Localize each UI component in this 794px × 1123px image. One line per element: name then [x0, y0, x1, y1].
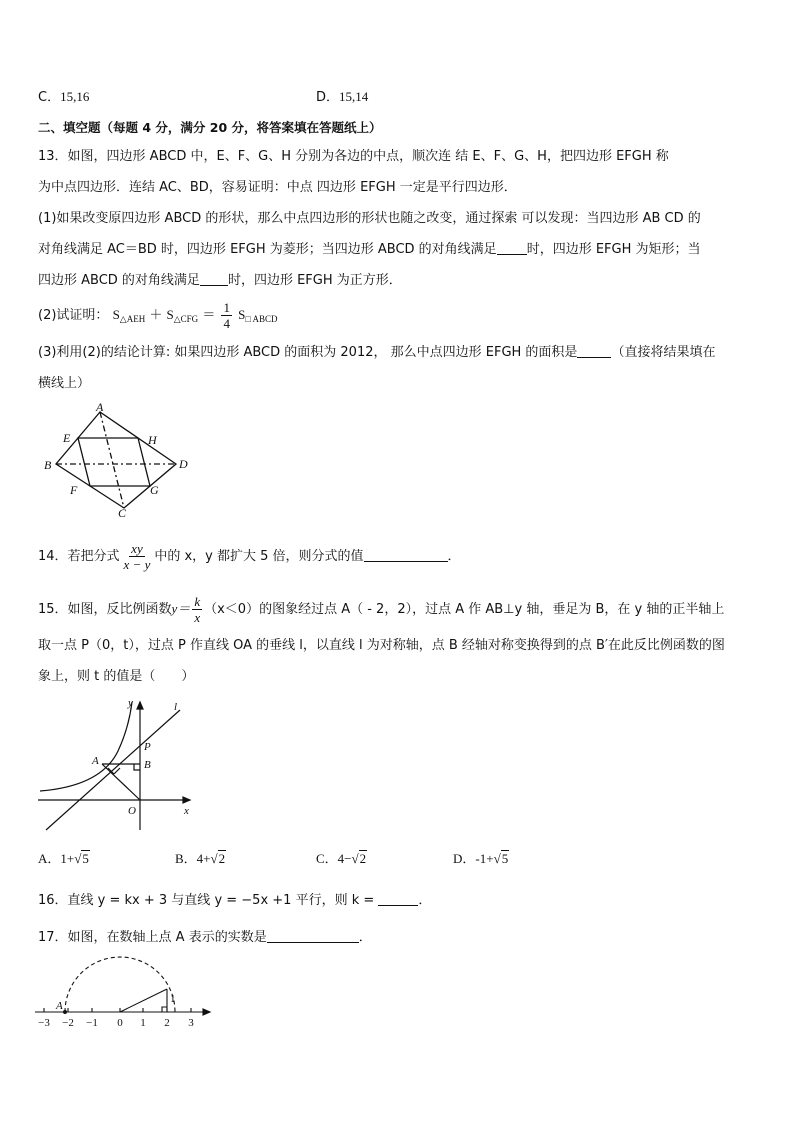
q13-blank-area[interactable] — [577, 344, 611, 358]
q15-line1: 15．如图，反比例函数y＝ $\frac{k}{x}$ （x＜0）的图象经过点 A（ - 2，2），过点 A 作 AB⊥y 轴，垂足为 B，在 y 轴的正半轴上 — [38, 594, 725, 625]
label-y: y — [128, 697, 133, 709]
x-axis-arrow — [183, 797, 190, 803]
q14-blank[interactable] — [364, 548, 448, 562]
label-d: D — [179, 457, 188, 471]
q16-text: 16．直线 y = kx + 3 与直线 y = −5x +1 平行，则 k = ． — [38, 893, 432, 908]
label-g: G — [150, 483, 159, 497]
q15-option-b: B．4+√2 — [175, 851, 226, 866]
tick-label: 2 — [164, 1017, 170, 1029]
label-h: H — [148, 433, 157, 447]
q12-option-c: C．15,16 — [38, 89, 90, 105]
label-a: A — [56, 1000, 63, 1012]
label-f: F — [70, 483, 78, 497]
tick-label: 1 — [140, 1017, 146, 1029]
quad-efgh — [78, 438, 150, 486]
q13-blank-rectangle[interactable] — [497, 241, 527, 255]
label-a: A — [96, 402, 104, 414]
tick-label: −3 — [38, 1017, 50, 1029]
label-one: 1 — [170, 993, 176, 1005]
q12-option-d: D．15,14 — [316, 89, 369, 105]
q13-line4: 对角线满足 AC＝BD 时，四边形 EFGH 为菱形；当四边形 ABCD 的对角线满足 时，四边形 EFGH 为矩形；当 — [38, 242, 701, 257]
q17-blank[interactable] — [267, 929, 359, 943]
q17-text: 17．如图，在数轴上点 A 表示的实数是 ． — [38, 930, 372, 945]
q15-option-d: D．-1+√5 — [453, 851, 509, 866]
tick-label: 3 — [188, 1017, 194, 1029]
tick-label: −2 — [62, 1017, 74, 1029]
q13-fraction: $\frac{1}{4}$ — [223, 300, 230, 331]
q15-option-c: C．4−√2 — [316, 851, 367, 866]
point-a-dot — [63, 1010, 67, 1014]
right-angle-mark-b — [134, 764, 140, 770]
q13-part2: (2)试证明： $S_{\triangle AEH} + S_{\triangle CFG}$ ＝ $\frac{1}{4}$ $S_{□ ABCD}$ — [38, 300, 278, 331]
q17-number-line-figure — [30, 954, 220, 1030]
line-l — [46, 710, 180, 830]
number-axis-arrow — [203, 1009, 210, 1015]
label-o: O — [128, 805, 136, 817]
q14-fraction: $\frac{xy}{x - y}$ — [123, 541, 151, 572]
q16-blank[interactable] — [378, 892, 418, 906]
q13-part3: (3)利用(2)的结论计算: 如果四边形 ABCD 的面积为 2012， 那么中点四边形 EFGH 的面积是 （直接将结果填在 — [38, 345, 716, 360]
q15-line3: 象上，则 t 的值是（ ） — [38, 669, 195, 684]
label-x: x — [184, 805, 189, 817]
label-b: B — [44, 458, 52, 472]
q13-line1: 13．如图，四边形 ABCD 中，E、F、G、H 分别为各边的中点，顺次连 结 E、F、G、H，把四边形 EFGH 称 — [38, 149, 669, 164]
q13-quadrilateral-figure — [38, 402, 198, 518]
q13-part3-cont: 横线上） — [38, 376, 91, 391]
label-l: l — [174, 701, 178, 713]
q13-line2: 为中点四边形．连结 AC、BD，容易证明：中点 四边形 EFGH 一定是平行四边形． — [38, 180, 517, 195]
q13-line5: 四边形 ABCD 的对角线满足 时，四边形 EFGH 为正方形． — [38, 273, 402, 288]
label-b: B — [144, 759, 151, 771]
section-title: 二、填空题（每题 4 分，满分 20 分，将答案填在答题纸上） — [38, 120, 382, 135]
label-a: A — [92, 755, 99, 767]
label-p: P — [144, 741, 151, 753]
q13-line3: (1)如果改变原四边形 ABCD 的形状，那么中点四边形的形状也随之改变，通过探索 可以发现：当四边形 AB CD 的 — [38, 211, 701, 226]
label-c: C — [118, 506, 127, 518]
q15-line2: 取一点 P（0，t），过点 P 作直线 OA 的垂线 l，以直线 l 为对称轴，点 B 经轴对称变换得到的点 B′在此反比例函数的图 — [38, 638, 725, 653]
tick-label: −1 — [86, 1017, 98, 1029]
q13-blank-square[interactable] — [200, 272, 228, 286]
label-e: E — [63, 431, 71, 445]
q15-option-a: A．1+√5 — [38, 851, 89, 866]
y-axis-arrow — [137, 702, 143, 709]
tick-label: 0 — [117, 1017, 123, 1029]
q15-graph-figure — [38, 696, 198, 832]
q14-text: 14．若把分式 $\frac{xy}{x - y}$ 中的 x，y 都扩大 5 倍，则分式的值 ． — [38, 541, 461, 572]
q15-fraction: $\frac{k}{x}$ — [194, 594, 201, 625]
arc-dashed — [65, 957, 175, 1012]
right-angle-mark — [162, 1007, 167, 1012]
hyperbola-curve — [40, 702, 132, 791]
